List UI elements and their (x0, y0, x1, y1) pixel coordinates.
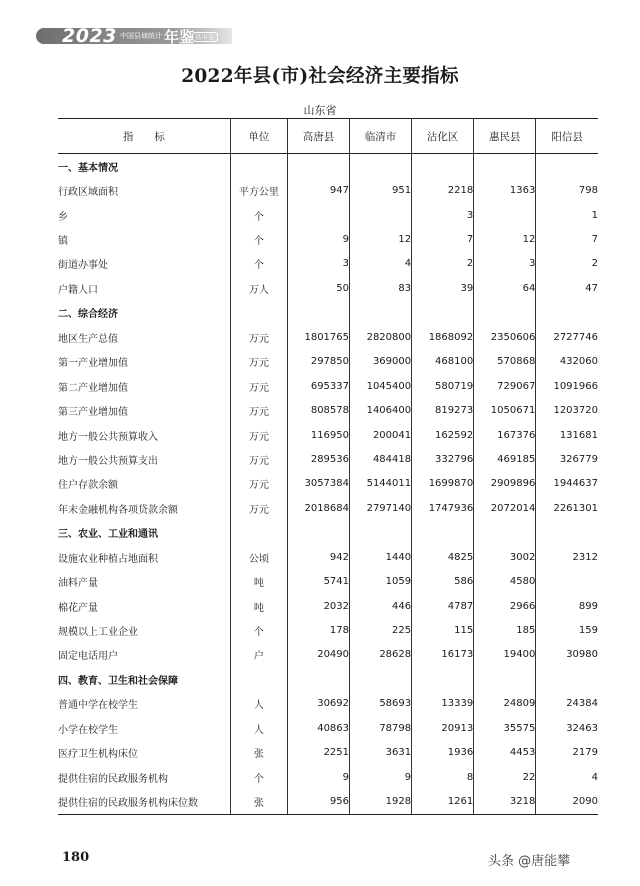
value-cell: 30980 (536, 643, 598, 667)
value-cell: 3631 (350, 741, 412, 765)
empty-cell (412, 667, 474, 691)
table-row (58, 692, 598, 716)
value-cell: 3002 (474, 545, 536, 569)
value-cell: 35575 (474, 716, 536, 740)
indicator-label: 镇 (58, 236, 68, 248)
value-cell: 12 (474, 227, 536, 251)
table-row (58, 643, 598, 667)
value-cell: 2909896 (474, 472, 536, 496)
value-cell: 3 (474, 252, 536, 276)
value-cell: 2218 (412, 178, 474, 202)
value-cell: 1261 (412, 789, 474, 814)
value-cell: 942 (287, 545, 349, 569)
table-header-row (58, 119, 598, 154)
unit-cell: 公顷 (230, 545, 287, 569)
indicator-label: 提供住宿的民政服务机构床位数 (58, 789, 230, 814)
empty-cell (412, 154, 474, 179)
table-row (58, 447, 598, 471)
table-row (58, 789, 598, 814)
value-cell: 19400 (474, 643, 536, 667)
indicator-label: 油料产量 (58, 578, 98, 590)
empty-cell (350, 301, 412, 325)
indicator-label: 小学在校学生 (58, 724, 118, 736)
value-cell: 1091966 (536, 374, 598, 398)
value-cell: 1050671 (474, 398, 536, 422)
value-cell: 1059 (350, 569, 412, 593)
value-cell: 162592 (412, 423, 474, 447)
value-cell: 951 (350, 178, 412, 202)
value-cell: 570868 (474, 350, 536, 374)
empty-cell (474, 521, 536, 545)
unit-cell: 人 (230, 716, 287, 740)
table-row (58, 178, 598, 202)
value-cell: 185 (474, 618, 536, 642)
value-cell: 2018684 (287, 496, 349, 520)
table-row (58, 252, 598, 276)
value-cell (474, 203, 536, 227)
indicator-label: 第三产业增加值 (58, 407, 128, 419)
table-row (58, 594, 598, 618)
table-row (58, 325, 598, 349)
value-cell: 4 (350, 252, 412, 276)
watermark: 头条 @唐能攀 (488, 854, 571, 869)
empty-cell (230, 667, 287, 691)
header-volume: 县市卷 (192, 32, 218, 42)
value-cell: 1699870 (412, 472, 474, 496)
value-cell: 2820800 (350, 325, 412, 349)
value-cell: 12 (350, 227, 412, 251)
value-cell: 469185 (474, 447, 536, 471)
value-cell: 9 (287, 227, 349, 251)
value-cell: 4787 (412, 594, 474, 618)
empty-cell (287, 301, 349, 325)
header-county: 高唐县 (287, 119, 349, 154)
value-cell: 5144011 (350, 472, 412, 496)
value-cell: 586 (412, 569, 474, 593)
section-heading: 一、基本情况 (58, 162, 118, 174)
value-cell: 2966 (474, 594, 536, 618)
empty-cell (230, 521, 287, 545)
value-cell: 9 (350, 765, 412, 789)
header-county: 临清市 (350, 119, 412, 154)
unit-cell: 户 (230, 643, 287, 667)
indicator-label: 户籍人口 (58, 284, 98, 296)
table-row (58, 472, 598, 496)
empty-cell (287, 154, 349, 179)
section-row (58, 667, 598, 691)
unit-cell: 个 (230, 765, 287, 789)
value-cell: 432060 (536, 350, 598, 374)
section-heading: 二、综合经济 (58, 309, 118, 321)
value-cell: 819273 (412, 398, 474, 422)
table-body (58, 154, 598, 815)
table-row (58, 227, 598, 251)
empty-cell (230, 154, 287, 179)
unit-cell: 万元 (230, 374, 287, 398)
province-label: 山东省 (303, 104, 337, 117)
value-cell: 64 (474, 276, 536, 300)
value-cell: 83 (350, 276, 412, 300)
unit-cell: 个 (230, 618, 287, 642)
header-county: 惠民县 (474, 119, 536, 154)
indicator-label: 行政区域面积 (58, 187, 118, 199)
empty-cell (474, 154, 536, 179)
header-county: 沾化区 (412, 119, 474, 154)
value-cell: 1868092 (412, 325, 474, 349)
section-row (58, 521, 598, 545)
unit-cell: 万元 (230, 350, 287, 374)
value-cell: 7 (536, 227, 598, 251)
unit-cell: 万元 (230, 447, 287, 471)
value-cell: 24384 (536, 692, 598, 716)
value-cell: 326779 (536, 447, 598, 471)
unit-cell: 万人 (230, 276, 287, 300)
value-cell: 225 (350, 618, 412, 642)
empty-cell (474, 667, 536, 691)
value-cell: 297850 (287, 350, 349, 374)
value-cell: 1 (536, 203, 598, 227)
header-indicator: 指 标 (58, 119, 230, 154)
value-cell: 798 (536, 178, 598, 202)
value-cell: 32463 (536, 716, 598, 740)
table-row (58, 716, 598, 740)
value-cell: 1406400 (350, 398, 412, 422)
table-row (58, 374, 598, 398)
value-cell: 131681 (536, 423, 598, 447)
value-cell: 1203720 (536, 398, 598, 422)
unit-cell: 吨 (230, 594, 287, 618)
empty-cell (412, 521, 474, 545)
value-cell: 3057384 (287, 472, 349, 496)
empty-cell (536, 301, 598, 325)
indicator-label: 乡 (58, 211, 68, 223)
value-cell: 446 (350, 594, 412, 618)
table-row (58, 618, 598, 642)
value-cell: 30692 (287, 692, 349, 716)
value-cell: 956 (287, 789, 349, 814)
indicator-label: 固定电话用户 (58, 651, 118, 663)
indicator-label: 规模以上工业企业 (58, 627, 138, 639)
unit-cell: 个 (230, 203, 287, 227)
indicator-label: 棉花产量 (58, 602, 98, 614)
indicator-label: 地区生产总值 (58, 333, 118, 345)
value-cell: 2090 (536, 789, 598, 814)
table-row (58, 765, 598, 789)
unit-cell: 万元 (230, 472, 287, 496)
table-row (58, 496, 598, 520)
indicator-label: 住户存款余额 (58, 480, 118, 492)
value-cell: 9 (287, 765, 349, 789)
indicator-label: 医疗卫生机构床位 (58, 749, 138, 761)
value-cell: 20913 (412, 716, 474, 740)
unit-cell: 万元 (230, 423, 287, 447)
unit-cell: 张 (230, 741, 287, 765)
table-row (58, 350, 598, 374)
value-cell: 50 (287, 276, 349, 300)
value-cell: 332796 (412, 447, 474, 471)
value-cell: 4453 (474, 741, 536, 765)
value-cell: 13339 (412, 692, 474, 716)
unit-cell: 万元 (230, 496, 287, 520)
value-cell: 580719 (412, 374, 474, 398)
indicator-label: 第二产业增加值 (58, 382, 128, 394)
value-cell: 8 (412, 765, 474, 789)
value-cell: 4580 (474, 569, 536, 593)
value-cell: 2797140 (350, 496, 412, 520)
table-row (58, 741, 598, 765)
value-cell: 695337 (287, 374, 349, 398)
value-cell: 2312 (536, 545, 598, 569)
value-cell: 4825 (412, 545, 474, 569)
table-row (58, 276, 598, 300)
value-cell: 20490 (287, 643, 349, 667)
unit-cell: 张 (230, 789, 287, 814)
header-book-name: 中国县域统计 (120, 32, 162, 40)
value-cell: 159 (536, 618, 598, 642)
value-cell: 5741 (287, 569, 349, 593)
value-cell: 200041 (350, 423, 412, 447)
table-row (58, 398, 598, 422)
yearbook-header-band (36, 25, 232, 47)
value-cell: 947 (287, 178, 349, 202)
header-county: 阳信县 (536, 119, 598, 154)
value-cell: 1944637 (536, 472, 598, 496)
indicator-label: 普通中学在校学生 (58, 700, 138, 712)
value-cell: 2179 (536, 741, 598, 765)
value-cell: 24809 (474, 692, 536, 716)
value-cell: 167376 (474, 423, 536, 447)
value-cell: 4 (536, 765, 598, 789)
indicator-label: 地方一般公共预算支出 (58, 455, 158, 467)
empty-cell (412, 301, 474, 325)
section-row (58, 301, 598, 325)
value-cell: 808578 (287, 398, 349, 422)
value-cell (287, 203, 349, 227)
value-cell: 16173 (412, 643, 474, 667)
value-cell: 468100 (412, 350, 474, 374)
value-cell: 2 (412, 252, 474, 276)
value-cell: 22 (474, 765, 536, 789)
unit-cell: 万元 (230, 325, 287, 349)
value-cell: 729067 (474, 374, 536, 398)
unit-cell: 人 (230, 692, 287, 716)
page-number: 180 (62, 850, 90, 865)
value-cell: 899 (536, 594, 598, 618)
indicator-label: 设施农业种植占地面积 (58, 553, 158, 565)
empty-cell (536, 521, 598, 545)
unit-cell: 万元 (230, 398, 287, 422)
value-cell: 3 (412, 203, 474, 227)
value-cell: 58693 (350, 692, 412, 716)
table-row (58, 545, 598, 569)
header-unit: 单位 (230, 119, 287, 154)
value-cell: 2 (536, 252, 598, 276)
value-cell: 39 (412, 276, 474, 300)
value-cell: 2032 (287, 594, 349, 618)
indicator-label: 年末金融机构各项贷款余额 (58, 504, 178, 516)
indicator-label: 街道办事处 (58, 260, 108, 272)
value-cell: 3 (287, 252, 349, 276)
empty-cell (350, 154, 412, 179)
indicator-label: 提供住宿的民政服务机构 (58, 773, 168, 785)
indicators-table (58, 118, 598, 815)
empty-cell (287, 667, 349, 691)
empty-cell (536, 667, 598, 691)
table-row (58, 569, 598, 593)
value-cell: 484418 (350, 447, 412, 471)
value-cell: 2261301 (536, 496, 598, 520)
value-cell: 2072014 (474, 496, 536, 520)
header-year: 2023 (62, 25, 117, 47)
table-row (58, 203, 598, 227)
empty-cell (350, 521, 412, 545)
value-cell: 2350606 (474, 325, 536, 349)
value-cell: 289536 (287, 447, 349, 471)
table-row (58, 423, 598, 447)
value-cell: 28628 (350, 643, 412, 667)
value-cell (536, 569, 598, 593)
value-cell: 1045400 (350, 374, 412, 398)
unit-cell: 个 (230, 227, 287, 251)
page-title: 2022年县(市)社会经济主要指标 (181, 66, 459, 87)
empty-cell (350, 667, 412, 691)
indicator-label: 第一产业增加值 (58, 358, 128, 370)
value-cell: 47 (536, 276, 598, 300)
value-cell: 116950 (287, 423, 349, 447)
value-cell: 115 (412, 618, 474, 642)
unit-cell: 个 (230, 252, 287, 276)
value-cell: 2251 (287, 741, 349, 765)
value-cell: 1801765 (287, 325, 349, 349)
unit-cell: 吨 (230, 569, 287, 593)
value-cell: 1440 (350, 545, 412, 569)
value-cell: 78798 (350, 716, 412, 740)
indicator-label: 地方一般公共预算收入 (58, 431, 158, 443)
empty-cell (287, 521, 349, 545)
section-heading: 三、农业、工业和通讯 (58, 529, 158, 541)
value-cell: 1928 (350, 789, 412, 814)
value-cell (350, 203, 412, 227)
value-cell: 369000 (350, 350, 412, 374)
value-cell: 2727746 (536, 325, 598, 349)
section-row (58, 154, 598, 179)
value-cell: 1747936 (412, 496, 474, 520)
empty-cell (474, 301, 536, 325)
empty-cell (536, 154, 598, 179)
value-cell: 40863 (287, 716, 349, 740)
section-heading: 四、教育、卫生和社会保障 (58, 675, 178, 687)
unit-cell: 平方公里 (230, 178, 287, 202)
empty-cell (230, 301, 287, 325)
value-cell: 1936 (412, 741, 474, 765)
value-cell: 3218 (474, 789, 536, 814)
value-cell: 178 (287, 618, 349, 642)
header-annual: 年鉴 (164, 28, 195, 46)
value-cell: 1363 (474, 178, 536, 202)
value-cell: 7 (412, 227, 474, 251)
